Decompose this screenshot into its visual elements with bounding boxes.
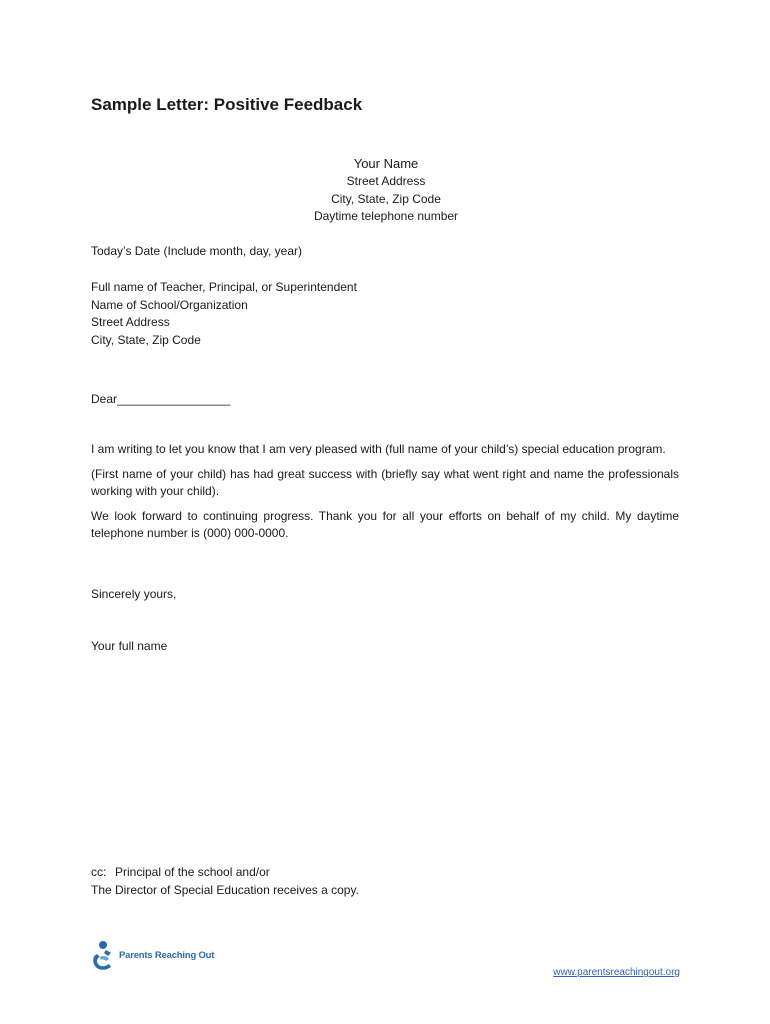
signature: Your full name [91, 639, 168, 653]
cc-label: cc: [91, 865, 107, 879]
body-paragraph: I am writing to let you know that I am very pleased with (full name of your child’s) special education program. [91, 442, 666, 456]
letter-title: Sample Letter: Positive Feedback [91, 95, 363, 114]
website-link[interactable]: www.parentsreachingout.org [553, 967, 680, 978]
closing-block [91, 586, 679, 604]
cc-line-2: The Director of Special Education receives a copy. [91, 882, 359, 897]
parents-reaching-out-logo-icon [92, 940, 116, 972]
footer-logo [92, 940, 214, 972]
recipient-city: City, State, Zip Code [91, 332, 201, 347]
sender-street: Street Address [346, 174, 426, 188]
closing: Sincerely yours, [91, 587, 177, 601]
logo-text: Parents Reaching Out [119, 950, 215, 962]
salutation-block [91, 391, 679, 409]
sender-city: City, State, Zip Code [331, 191, 441, 206]
letter-body [91, 441, 679, 550]
sender-phone: Daytime telephone number [313, 209, 459, 223]
recipient-school: Name of School/Organization [91, 297, 248, 312]
signature-block [91, 638, 679, 656]
sender-address-block [0, 154, 770, 226]
sender-name: Your Name [353, 156, 419, 171]
date-line-block [91, 243, 679, 261]
cc-block [91, 864, 679, 899]
recipient-name: Full name of Teacher, Principal, or Superintendent [91, 280, 357, 294]
letter-date: Today’s Date (Include month, day, year) [91, 244, 302, 258]
salutation: Dear_________________ [91, 392, 231, 406]
recipient-address-block [91, 279, 679, 349]
body-paragraph: (First name of your child) has had great success with (briefly say what went right and name the professionals working with your child). [91, 466, 679, 498]
cc-row [91, 864, 679, 882]
cc-line-1: Principal of the school and/or [115, 865, 270, 879]
body-paragraph: We look forward to continuing progress. Thank you for all your efforts on behalf of my child. My daytime telephone number is (000) 000-0000. [91, 508, 679, 540]
recipient-street: Street Address [91, 315, 170, 329]
